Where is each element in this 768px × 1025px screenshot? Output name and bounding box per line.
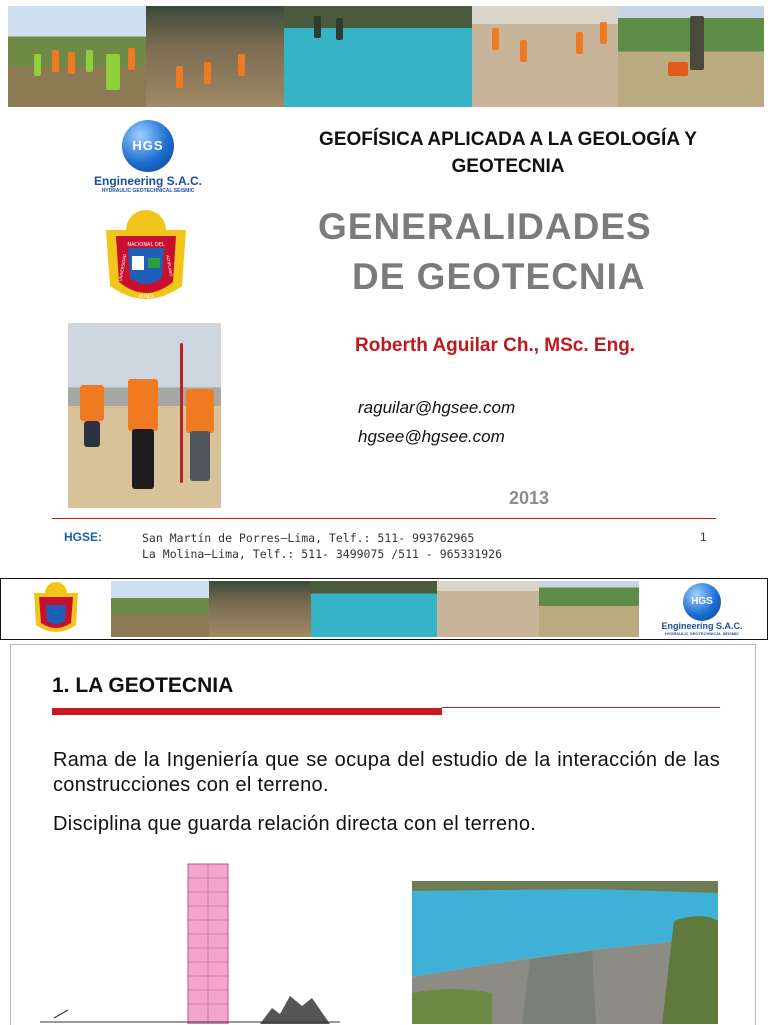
definition-paragraph-2: Disciplina que guarda relación directa con el terreno. [53,813,537,835]
address-line-1: San Martín de Porres–Lima, Telf.: 511- 993762965 [142,531,475,545]
desert-survey-photo [472,6,618,107]
logo-name: Engineering S.A.C. [93,174,202,188]
field-workers-photo [68,323,221,508]
year: 2013 [509,488,550,508]
section-heading: 1. LA GEOTECNIA [52,674,234,697]
building-foundation-illustration [40,858,360,1024]
slide-heading [318,202,698,302]
photo-banner [8,6,764,107]
email-1: raguilar@hgsee.com [358,398,516,417]
definition-paragraph-1: Rama de la Ingeniería que se ocupa del estudio de la interacción de las construcciones con el terreno. [53,749,720,796]
footer-label: HGSE: [64,530,103,544]
geophone-thumb [539,581,639,637]
university-seal-icon [98,208,194,312]
desert-thumb [437,581,539,637]
address-line-2: La Molina–Lima, Telf.: 511- 3499075 /511 - 965331926 [142,547,503,561]
slide-banner [0,578,768,640]
globe-icon: HGS [122,120,174,172]
course-title: GEOFÍSICA APLICADA A LA GEOLOGÍA Y GEOTECNIA [319,129,697,177]
hgs-logo [88,120,208,196]
field-crew-thumb [111,581,209,637]
university-seal-small-icon [1,581,111,637]
footer-divider [52,518,716,519]
content-slide [0,578,768,1024]
author-name: Roberth Aguilar Ch., MSc. Eng. [355,335,636,356]
globe-small-icon: HGS [683,583,721,621]
geophone-photo [618,6,764,107]
page-number: 1 [700,530,707,544]
email-2: hgsee@hgsee.com [358,427,505,446]
heading-bar [52,708,442,715]
heading-line-2: DE GEOTECNIA [352,256,646,297]
heading-rule [442,707,720,708]
dam-photo [412,881,718,1024]
seal-text-top: NACIONAL DEL [127,242,165,248]
hgs-logo-small [639,583,765,636]
logo-tagline: HYDRAULIC GEOTECHNICAL SEISMIC [101,188,195,194]
slope-thumb [209,581,311,637]
river-photo [284,6,472,107]
field-crew-photo [8,6,146,107]
seal-text-right: ALTIPLANO [165,254,174,277]
slope-survey-photo [146,6,284,107]
footer-address [142,530,502,562]
river-thumb [311,581,437,637]
seal-text-left: UNIVERSIDAD [117,253,128,282]
logo-tagline-small: HYDRAULIC GEOTECHNICAL SEISMIC [664,630,740,636]
seal-text-bottom: PUNO [138,294,154,300]
logo-name-small: Engineering S.A.C. [661,620,743,631]
heading-line-1: GENERALIDADES [318,206,652,247]
